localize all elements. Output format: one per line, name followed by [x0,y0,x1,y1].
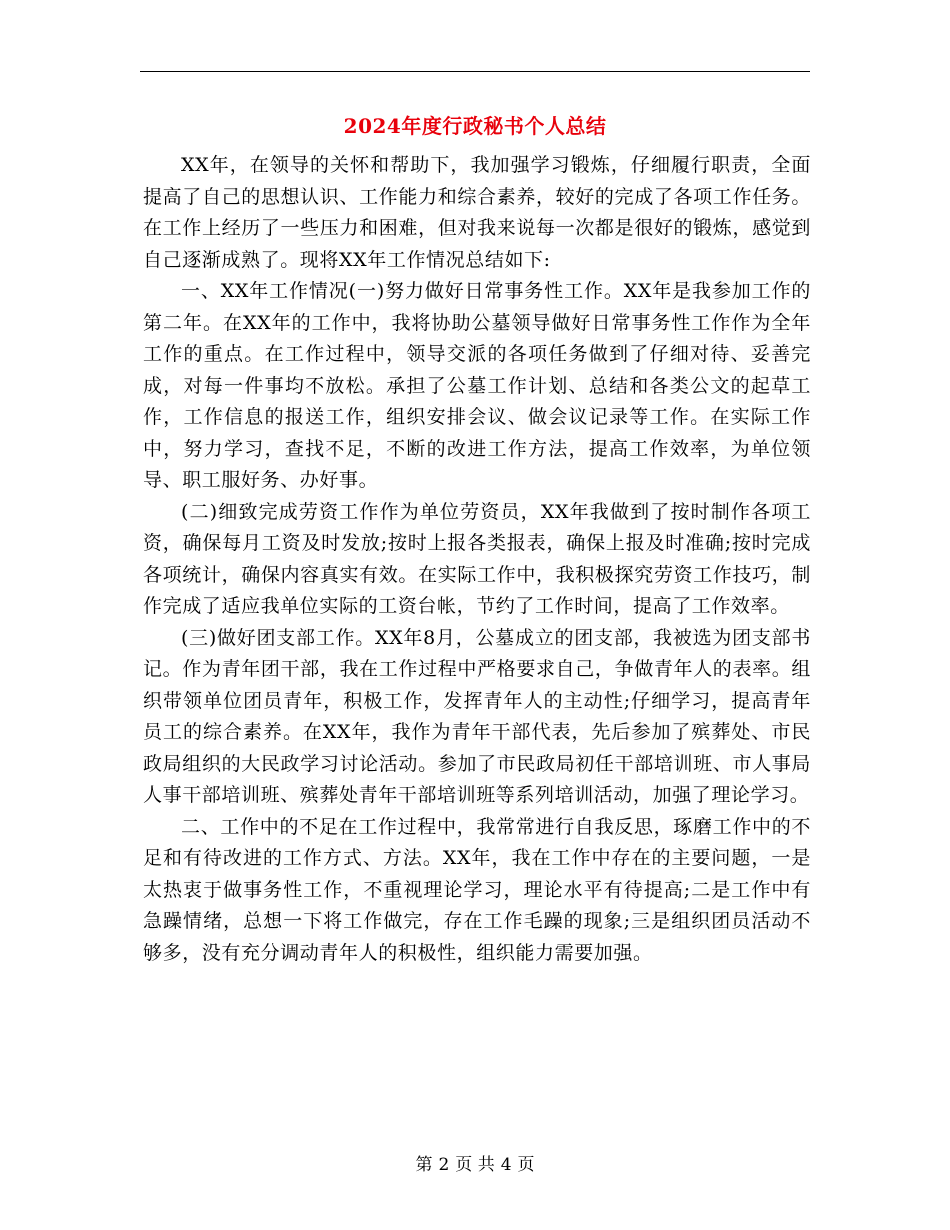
footer-suffix: 页 [517,1155,535,1175]
document-body [143,150,811,969]
paragraph-section-1-payroll: (二)细致完成劳资工作作为单位劳资员，XX年我做到了按时制作各项工资，确保每月工资及时发放;按时上报各类报表，确保上报及时准确;按时完成各项统计，确保内容真实有效。在实际工作中，我积极探究劳资工作技巧，制作完成了适应我单位实际的工资台帐，节约了工作时间，提高了工作效率。 [143,500,811,617]
paragraph-section-2-shortcomings: 二、工作中的不足在工作过程中，我常常进行自我反思，琢磨工作中的不足和有待改进的工作方式、方法。XX年，我在工作中存在的主要问题，一是太热衷于做事务性工作，不重视理论学习，理论水平有待提高;二是工作中有急躁情绪，总想一下将工作做完，存在工作毛躁的现象;三是组织团员活动不够多，没有充分调动青年人的积极性，组织能力需要加强。 [143,815,811,964]
footer-middle: 页 共 [455,1155,495,1175]
footer-total-pages: 4 [500,1155,512,1175]
footer-page-number: 2 [438,1155,450,1175]
paragraph-intro: XX年，在领导的关怀和帮助下，我加强学习锻炼，仔细履行职责，全面提高了自己的思想认识、工作能力和综合素养，较好的完成了各项工作任务。在工作上经历了一些压力和困难，但对我来说每一次都是很好的锻炼，感觉到自己逐渐成熟了。现将XX年工作情况总结如下: [143,154,811,271]
header-rule [140,71,810,72]
paragraph-section-1-daily-work: 一、XX年工作情况(一)努力做好日常事务性工作。XX年是我参加工作的第二年。在XX年的工作中，我将协助公墓领导做好日常事务性工作作为全年工作的重点。在工作过程中，领导交派的各项任务做到了仔细对待、妥善完成，对每一件事均不放松。承担了公墓工作计划、总结和各类公文的起草工作，工作信息的报送工作，组织安排会议、做会议记录等工作。在实际工作中，努力学习，查找不足，不断的改进工作方法，提高工作效率，为单位领导、职工服好务、办好事。 [143,280,811,491]
page-footer [0,1153,950,1177]
paragraph-section-1-youth-league: (三)做好团支部工作。XX年8月，公墓成立的团支部，我被选为团支部书记。作为青年团干部，我在工作过程中严格要求自己，争做青年人的表率。组织带领单位团员青年，积极工作，发挥青年人的主动性;仔细学习，提高青年员工的综合素养。在XX年，我作为青年干部代表，先后参加了殡葬处、市民政局组织的大民政学习讨论活动。参加了市民政局初任干部培训班、市人事局人事干部培训班、殡葬处青年干部培训班等系列培训活动，加强了理论学习。 [143,626,811,806]
document-title: 2024年度行政秘书个人总结 [343,114,607,138]
footer-prefix: 第 [415,1155,433,1175]
